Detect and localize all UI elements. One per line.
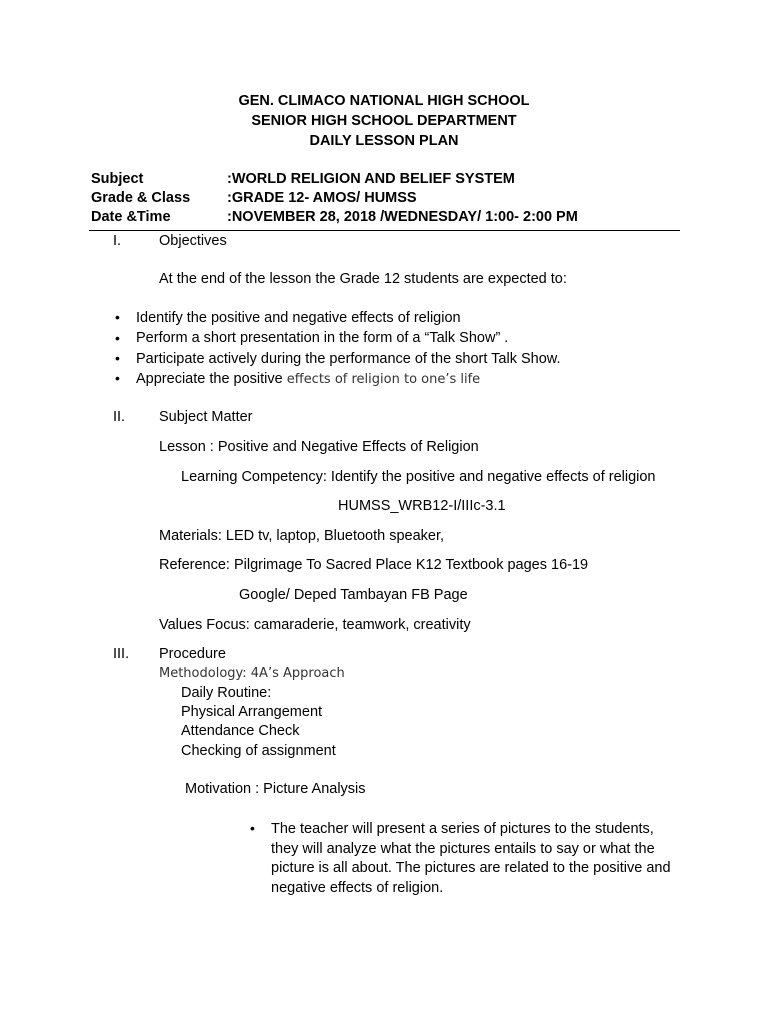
date-label: Date &Time: [91, 209, 171, 225]
list-item: Participate actively during the performance of the short Talk Show.: [136, 351, 561, 367]
competency-line: Learning Competency: Identify the positive and negative effects of religion: [181, 469, 656, 485]
subject-matter-numeral: II.: [113, 409, 126, 425]
subject-value: :WORLD RELIGION AND BELIEF SYSTEM: [227, 171, 515, 187]
document-title: DAILY LESSON PLAN: [309, 133, 459, 149]
competency-code: HUMSS_WRB12-I/IIIc-3.1: [338, 498, 506, 514]
bullet-icon: •: [115, 370, 120, 386]
objectives-intro: At the end of the lesson the Grade 12 students are expected to:: [159, 271, 567, 287]
list-item: Perform a short presentation in the form of a “Talk Show” .: [136, 330, 509, 346]
motivation-description: The teacher will present a series of pictures to the students, they will analyze what the pictures entails to say or what the picture is all about. The pictures are related to the positive and negative effects of religion.: [271, 821, 671, 896]
subject-label: Subject: [91, 171, 144, 187]
reference-line: Reference: Pilgrimage To Sacred Place K12 Textbook pages 16-19: [159, 557, 589, 573]
daily-routine-line: Daily Routine:: [181, 685, 272, 701]
procedure-numeral: III.: [113, 646, 130, 662]
bullet-icon: •: [115, 309, 120, 325]
subject-matter-heading: Subject Matter: [159, 409, 253, 425]
grade-value: :GRADE 12- AMOS/ HUMSS: [227, 190, 417, 206]
list-item: Appreciate the positive effects of religion to one’s life: [136, 371, 481, 387]
date-value: :NOVEMBER 28, 2018 /WEDNESDAY/ 1:00- 2:00 PM: [227, 209, 578, 225]
objectives-numeral: I.: [113, 233, 122, 249]
assignment-line: Checking of assignment: [181, 743, 336, 759]
values-focus-line: Values Focus: camaraderie, teamwork, creativity: [159, 617, 471, 633]
arrangement-line: Physical Arrangement: [181, 704, 323, 720]
lesson-line: Lesson : Positive and Negative Effects of Religion: [159, 439, 479, 455]
header-divider: [89, 230, 680, 231]
reference-line-2: Google/ Deped Tambayan FB Page: [239, 587, 468, 603]
motivation-line: Motivation : Picture Analysis: [185, 781, 366, 797]
bullet-icon: •: [115, 350, 120, 366]
attendance-line: Attendance Check: [181, 723, 300, 739]
department-name: SENIOR HIGH SCHOOL DEPARTMENT: [251, 113, 517, 129]
grade-label: Grade & Class: [91, 190, 191, 206]
bullet-icon: •: [115, 330, 120, 346]
bullet-icon: •: [250, 820, 255, 836]
school-name: GEN. CLIMACO NATIONAL HIGH SCHOOL: [238, 93, 530, 109]
objectives-heading: Objectives: [159, 233, 227, 249]
materials-line: Materials: LED tv, laptop, Bluetooth speaker,: [159, 528, 445, 544]
procedure-heading: Procedure: [159, 646, 226, 662]
methodology-line: Methodology: 4A’s Approach: [159, 666, 345, 681]
list-item: Identify the positive and negative effects of religion: [136, 310, 461, 326]
